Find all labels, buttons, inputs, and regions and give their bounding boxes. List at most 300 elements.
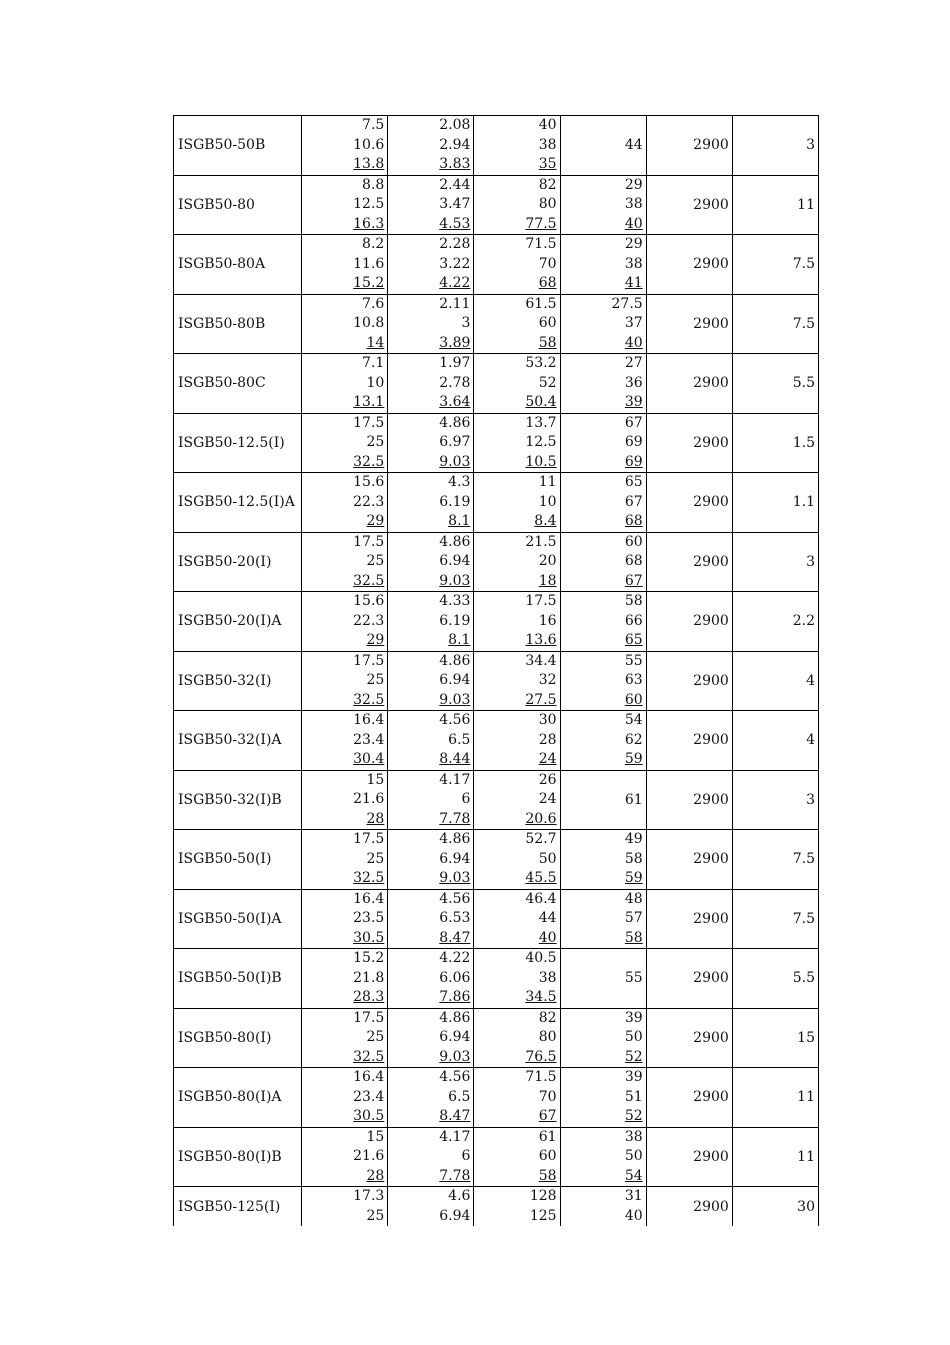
flow-m3h-value: 32.5: [353, 572, 385, 589]
table-row: [174, 294, 819, 354]
flow-m3h-value: 17.5: [353, 533, 385, 550]
head-m-value: 38: [538, 136, 557, 153]
power-cell: 3: [732, 116, 818, 176]
flow-ls-value: 6: [461, 791, 471, 807]
speed-cell: 2900: [646, 711, 732, 771]
head-m-cell: [474, 889, 560, 949]
flow-ls-value: 2.11: [439, 295, 471, 312]
flow-m3h-cell: [302, 235, 388, 295]
table-row: [174, 116, 819, 176]
flow-m3h-value: 17.5: [353, 414, 385, 431]
efficiency-cell: 61: [560, 770, 646, 830]
flow-m3h-cell: [302, 1127, 388, 1187]
head-m-value: 44: [538, 910, 557, 926]
head-m-value: 60: [538, 1148, 557, 1164]
table-row: [174, 1127, 819, 1187]
efficiency-value: 49: [624, 831, 643, 847]
flow-ls-value: 2.78: [439, 374, 471, 391]
flow-m3h-value: 25: [366, 672, 385, 688]
flow-ls-cell: [388, 354, 474, 414]
efficiency-value: 39: [624, 1069, 643, 1085]
head-m-cell: [474, 1008, 560, 1068]
flow-ls-cell: [388, 1187, 474, 1227]
flow-ls-value: 4.56: [439, 890, 471, 907]
flow-ls-value: 8.1: [448, 513, 471, 529]
flow-m3h-value: 25: [366, 850, 385, 867]
head-m-value: 68: [538, 275, 557, 291]
power-cell: 30: [732, 1187, 818, 1227]
flow-ls-value: 2.94: [439, 136, 471, 153]
flow-ls-value: 4.53: [439, 215, 471, 232]
flow-ls-cell: [388, 1127, 474, 1187]
head-m-value: 76.5: [525, 1048, 557, 1065]
flow-ls-value: 4.22: [439, 950, 471, 966]
efficiency-value: 29: [624, 176, 643, 193]
flow-m3h-cell: [302, 830, 388, 890]
model-cell: ISGB50-80B: [174, 294, 302, 354]
flow-m3h-value: 23.4: [353, 731, 385, 748]
head-m-value: 13.7: [525, 414, 557, 431]
flow-ls-value: 6.19: [439, 493, 471, 510]
flow-ls-value: 7.78: [439, 1167, 471, 1184]
table-row: [174, 711, 819, 771]
flow-m3h-value: 23.4: [353, 1088, 385, 1105]
head-m-value: 52.7: [525, 831, 557, 847]
power-cell: 7.5: [732, 889, 818, 949]
speed-cell: 2900: [646, 770, 732, 830]
efficiency-value: 41: [624, 275, 643, 291]
flow-m3h-value: 10.6: [353, 136, 385, 153]
efficiency-cell: [560, 651, 646, 711]
head-m-value: 34.5: [525, 989, 557, 1005]
flow-ls-value: 4.33: [439, 593, 471, 609]
efficiency-cell: [560, 294, 646, 354]
head-m-value: 61.5: [525, 295, 557, 312]
efficiency-cell: [560, 532, 646, 592]
power-cell: 4: [732, 711, 818, 771]
flow-m3h-value: 10.8: [353, 315, 385, 331]
efficiency-value: 68: [624, 513, 643, 529]
flow-ls-value: 3.83: [439, 156, 471, 172]
efficiency-cell: [560, 235, 646, 295]
flow-ls-cell: [388, 116, 474, 176]
head-m-cell: [474, 949, 560, 1009]
head-m-value: 80: [538, 1029, 557, 1045]
efficiency-cell: [560, 592, 646, 652]
flow-m3h-value: 10: [366, 374, 385, 391]
model-cell: ISGB50-80A: [174, 235, 302, 295]
head-m-value: 16: [538, 612, 557, 629]
power-cell: 11: [732, 1068, 818, 1128]
flow-ls-value: 4.86: [439, 533, 471, 550]
flow-m3h-value: 15: [366, 1128, 385, 1145]
model-cell: ISGB50-12.5(I)A: [174, 473, 302, 533]
flow-ls-value: 3.64: [439, 394, 471, 410]
flow-ls-cell: [388, 949, 474, 1009]
speed-cell: 2900: [646, 175, 732, 235]
flow-m3h-value: 28.3: [353, 989, 385, 1005]
flow-ls-value: 4.56: [439, 1069, 471, 1085]
flow-ls-value: 6.97: [439, 434, 471, 450]
flow-m3h-cell: [302, 413, 388, 473]
flow-m3h-value: 22.3: [353, 612, 385, 629]
flow-ls-value: 4.22: [439, 275, 471, 291]
flow-m3h-value: 25: [366, 553, 385, 569]
model-cell: ISGB50-50B: [174, 116, 302, 176]
flow-m3h-value: 32.5: [353, 1048, 385, 1065]
flow-m3h-value: 30.5: [353, 929, 385, 946]
speed-cell: 2900: [646, 651, 732, 711]
model-cell: ISGB50-12.5(I): [174, 413, 302, 473]
flow-ls-cell: [388, 413, 474, 473]
flow-m3h-value: 16.3: [353, 215, 385, 232]
power-cell: 15: [732, 1008, 818, 1068]
model-cell: ISGB50-80(I): [174, 1008, 302, 1068]
model-cell: ISGB50-50(I)A: [174, 889, 302, 949]
head-m-value: 70: [538, 1088, 557, 1105]
efficiency-value: 38: [624, 196, 643, 212]
head-m-value: 61: [538, 1128, 557, 1145]
efficiency-value: 59: [624, 870, 643, 886]
efficiency-value: 67: [624, 414, 643, 431]
head-m-value: 28: [538, 731, 557, 748]
head-m-value: 128: [529, 1188, 557, 1204]
head-m-value: 12.5: [525, 434, 557, 450]
efficiency-value: 62: [624, 731, 643, 748]
table-row: [174, 175, 819, 235]
efficiency-value: 67: [624, 572, 643, 589]
head-m-value: 70: [538, 255, 557, 272]
efficiency-value: 66: [624, 612, 643, 629]
flow-m3h-value: 28: [366, 810, 385, 827]
head-m-value: 82: [538, 1009, 557, 1026]
table-row: [174, 830, 819, 890]
flow-ls-value: 8.47: [439, 1108, 471, 1124]
efficiency-value: 58: [624, 850, 643, 867]
speed-cell: 2900: [646, 1187, 732, 1227]
head-m-value: 18: [538, 572, 557, 589]
flow-ls-value: 2.44: [439, 176, 471, 193]
flow-ls-cell: [388, 711, 474, 771]
power-cell: 1.1: [732, 473, 818, 533]
speed-cell: 2900: [646, 1008, 732, 1068]
efficiency-value: 27: [624, 355, 643, 371]
efficiency-value: 67: [624, 493, 643, 510]
head-m-cell: [474, 1127, 560, 1187]
head-m-value: 71.5: [525, 236, 557, 252]
efficiency-cell: [560, 830, 646, 890]
flow-ls-value: 9.03: [439, 870, 471, 886]
flow-m3h-cell: [302, 592, 388, 652]
flow-ls-value: 7.86: [439, 989, 471, 1005]
flow-m3h-value: 32.5: [353, 870, 385, 886]
head-m-value: 24: [538, 791, 557, 807]
flow-m3h-cell: [302, 711, 388, 771]
flow-m3h-value: 17.5: [353, 652, 385, 669]
efficiency-cell: 55: [560, 949, 646, 1009]
flow-m3h-value: 11.6: [353, 255, 385, 272]
flow-ls-value: 4.17: [439, 771, 471, 788]
table-row: [174, 592, 819, 652]
head-m-cell: [474, 354, 560, 414]
efficiency-value: 39: [624, 1009, 643, 1026]
efficiency-value: 40: [624, 334, 643, 351]
speed-cell: 2900: [646, 830, 732, 890]
flow-m3h-value: 28: [366, 1167, 385, 1184]
flow-ls-cell: [388, 592, 474, 652]
efficiency-value: 54: [624, 1167, 643, 1184]
efficiency-cell: [560, 473, 646, 533]
efficiency-value: 55: [624, 652, 643, 669]
speed-cell: 2900: [646, 473, 732, 533]
head-m-value: 40.5: [525, 950, 557, 966]
head-m-value: 45.5: [525, 870, 557, 886]
flow-ls-value: 6.53: [439, 910, 471, 926]
speed-cell: 2900: [646, 354, 732, 414]
efficiency-cell: [560, 1187, 646, 1227]
flow-m3h-cell: [302, 1187, 388, 1227]
flow-ls-value: 7.78: [439, 810, 471, 827]
table-row: [174, 235, 819, 295]
flow-m3h-value: 13.1: [353, 394, 385, 410]
efficiency-cell: [560, 175, 646, 235]
head-m-value: 34.4: [525, 652, 557, 669]
flow-m3h-value: 15.2: [353, 275, 385, 291]
efficiency-value: 63: [624, 672, 643, 688]
head-m-cell: [474, 770, 560, 830]
flow-ls-cell: [388, 1008, 474, 1068]
efficiency-value: 51: [624, 1088, 643, 1105]
model-cell: ISGB50-32(I)A: [174, 711, 302, 771]
flow-m3h-value: 23.5: [353, 910, 385, 926]
efficiency-value: 29: [624, 236, 643, 252]
flow-ls-value: 6.19: [439, 612, 471, 629]
speed-cell: 2900: [646, 294, 732, 354]
flow-ls-cell: [388, 830, 474, 890]
head-m-value: 35: [538, 156, 557, 172]
head-m-value: 125: [529, 1207, 557, 1224]
table-row: [174, 770, 819, 830]
table-row: [174, 889, 819, 949]
efficiency-value: 38: [624, 1128, 643, 1145]
flow-m3h-value: 21.8: [353, 969, 385, 986]
efficiency-value: 31: [624, 1188, 643, 1204]
head-m-value: 10.5: [525, 453, 557, 470]
flow-ls-cell: [388, 235, 474, 295]
power-cell: 3: [732, 532, 818, 592]
flow-ls-value: 6.06: [439, 969, 471, 986]
power-cell: 4: [732, 651, 818, 711]
power-cell: 11: [732, 175, 818, 235]
flow-ls-value: 8.44: [439, 751, 471, 767]
flow-m3h-value: 29: [366, 632, 385, 648]
model-cell: ISGB50-20(I): [174, 532, 302, 592]
head-m-cell: [474, 294, 560, 354]
efficiency-value: 60: [624, 533, 643, 550]
flow-ls-value: 3.22: [439, 255, 471, 272]
power-cell: 3: [732, 770, 818, 830]
efficiency-value: 48: [624, 890, 643, 907]
flow-m3h-value: 22.3: [353, 493, 385, 510]
model-cell: ISGB50-32(I): [174, 651, 302, 711]
power-cell: 5.5: [732, 354, 818, 414]
model-cell: ISGB50-80(I)B: [174, 1127, 302, 1187]
flow-m3h-value: 21.6: [353, 1148, 385, 1164]
table-row: [174, 1008, 819, 1068]
flow-m3h-value: 7.6: [362, 295, 385, 312]
head-m-cell: [474, 830, 560, 890]
flow-m3h-cell: [302, 1068, 388, 1128]
head-m-value: 32: [538, 672, 557, 688]
head-m-value: 52: [538, 374, 557, 391]
head-m-value: 40: [538, 117, 557, 133]
power-cell: 7.5: [732, 235, 818, 295]
head-m-value: 58: [538, 334, 557, 351]
table-row: [174, 473, 819, 533]
power-cell: 7.5: [732, 294, 818, 354]
flow-ls-value: 6.94: [439, 850, 471, 867]
flow-ls-cell: [388, 1068, 474, 1128]
table-row: [174, 1187, 819, 1227]
flow-ls-value: 6.94: [439, 1029, 471, 1045]
head-m-value: 53.2: [525, 355, 557, 371]
flow-ls-value: 9.03: [439, 1048, 471, 1065]
flow-m3h-value: 30.4: [353, 751, 385, 767]
head-m-value: 50: [538, 850, 557, 867]
efficiency-value: 57: [624, 910, 643, 926]
flow-ls-value: 6.5: [448, 731, 471, 748]
flow-ls-cell: [388, 651, 474, 711]
speed-cell: 2900: [646, 116, 732, 176]
table-row: [174, 651, 819, 711]
speed-cell: 2900: [646, 1068, 732, 1128]
flow-m3h-value: 32.5: [353, 691, 385, 708]
flow-m3h-value: 17.3: [353, 1188, 385, 1204]
flow-m3h-value: 21.6: [353, 791, 385, 807]
head-m-value: 10: [538, 493, 557, 510]
flow-m3h-value: 7.5: [362, 117, 385, 133]
efficiency-value: 39: [624, 394, 643, 410]
efficiency-value: 60: [624, 691, 643, 708]
head-m-value: 11: [538, 474, 557, 490]
head-m-cell: [474, 235, 560, 295]
flow-m3h-value: 25: [366, 434, 385, 450]
flow-ls-value: 2.08: [439, 117, 471, 133]
head-m-value: 27.5: [525, 691, 557, 708]
efficiency-value: 58: [624, 593, 643, 609]
power-cell: 7.5: [732, 830, 818, 890]
flow-ls-value: 4.86: [439, 414, 471, 431]
efficiency-value: 50: [624, 1029, 643, 1045]
model-cell: ISGB50-80(I)A: [174, 1068, 302, 1128]
flow-ls-value: 1.97: [439, 355, 471, 371]
head-m-value: 67: [538, 1108, 557, 1124]
head-m-value: 77.5: [525, 215, 557, 232]
flow-ls-value: 4.6: [448, 1188, 471, 1204]
efficiency-value: 36: [624, 374, 643, 391]
head-m-value: 24: [538, 751, 557, 767]
model-cell: ISGB50-50(I): [174, 830, 302, 890]
efficiency-cell: [560, 1068, 646, 1128]
efficiency-value: 50: [624, 1148, 643, 1164]
pump-spec-table: [173, 115, 819, 1226]
efficiency-value: 68: [624, 553, 643, 569]
flow-m3h-value: 8.2: [362, 236, 385, 252]
efficiency-cell: [560, 1127, 646, 1187]
flow-ls-value: 4.86: [439, 652, 471, 669]
flow-m3h-value: 17.5: [353, 831, 385, 847]
head-m-value: 30: [538, 712, 557, 728]
head-m-cell: [474, 473, 560, 533]
flow-m3h-cell: [302, 889, 388, 949]
flow-ls-value: 4.56: [439, 712, 471, 728]
flow-m3h-value: 25: [366, 1207, 385, 1224]
head-m-value: 60: [538, 315, 557, 331]
flow-ls-value: 9.03: [439, 572, 471, 589]
flow-ls-cell: [388, 175, 474, 235]
flow-ls-value: 6.94: [439, 672, 471, 688]
flow-m3h-value: 16.4: [353, 890, 385, 907]
head-m-value: 71.5: [525, 1069, 557, 1085]
flow-m3h-cell: [302, 116, 388, 176]
head-m-value: 26: [538, 771, 557, 788]
power-cell: 5.5: [732, 949, 818, 1009]
efficiency-cell: [560, 889, 646, 949]
efficiency-cell: [560, 711, 646, 771]
head-m-value: 21.5: [525, 533, 557, 550]
flow-ls-value: 3.89: [439, 334, 471, 351]
head-m-cell: [474, 1187, 560, 1227]
efficiency-value: 37: [624, 315, 643, 331]
head-m-value: 58: [538, 1167, 557, 1184]
efficiency-value: 65: [624, 474, 643, 490]
speed-cell: 2900: [646, 1127, 732, 1187]
speed-cell: 2900: [646, 889, 732, 949]
flow-ls-value: 3: [461, 315, 471, 331]
efficiency-cell: [560, 1008, 646, 1068]
head-m-cell: [474, 532, 560, 592]
head-m-value: 13.6: [525, 632, 557, 648]
flow-m3h-cell: [302, 1008, 388, 1068]
flow-m3h-cell: [302, 294, 388, 354]
efficiency-value: 38: [624, 255, 643, 272]
flow-ls-value: 6.94: [439, 553, 471, 569]
head-m-cell: [474, 651, 560, 711]
flow-ls-cell: [388, 889, 474, 949]
model-cell: ISGB50-50(I)B: [174, 949, 302, 1009]
flow-ls-value: 2.28: [439, 236, 471, 252]
flow-ls-value: 6.5: [448, 1088, 471, 1105]
head-m-value: 17.5: [525, 593, 557, 609]
flow-ls-cell: [388, 532, 474, 592]
efficiency-cell: [560, 354, 646, 414]
flow-m3h-cell: [302, 175, 388, 235]
head-m-cell: [474, 711, 560, 771]
flow-m3h-cell: [302, 473, 388, 533]
flow-ls-value: 8.47: [439, 929, 471, 946]
speed-cell: 2900: [646, 235, 732, 295]
head-m-value: 20.6: [525, 810, 557, 827]
efficiency-value: 54: [624, 712, 643, 728]
power-cell: 11: [732, 1127, 818, 1187]
efficiency-cell: 44: [560, 116, 646, 176]
head-m-cell: [474, 175, 560, 235]
efficiency-value: 65: [624, 632, 643, 648]
flow-ls-value: 3.47: [439, 196, 471, 212]
efficiency-value: 40: [624, 1207, 643, 1224]
flow-m3h-cell: [302, 354, 388, 414]
flow-m3h-value: 32.5: [353, 453, 385, 470]
